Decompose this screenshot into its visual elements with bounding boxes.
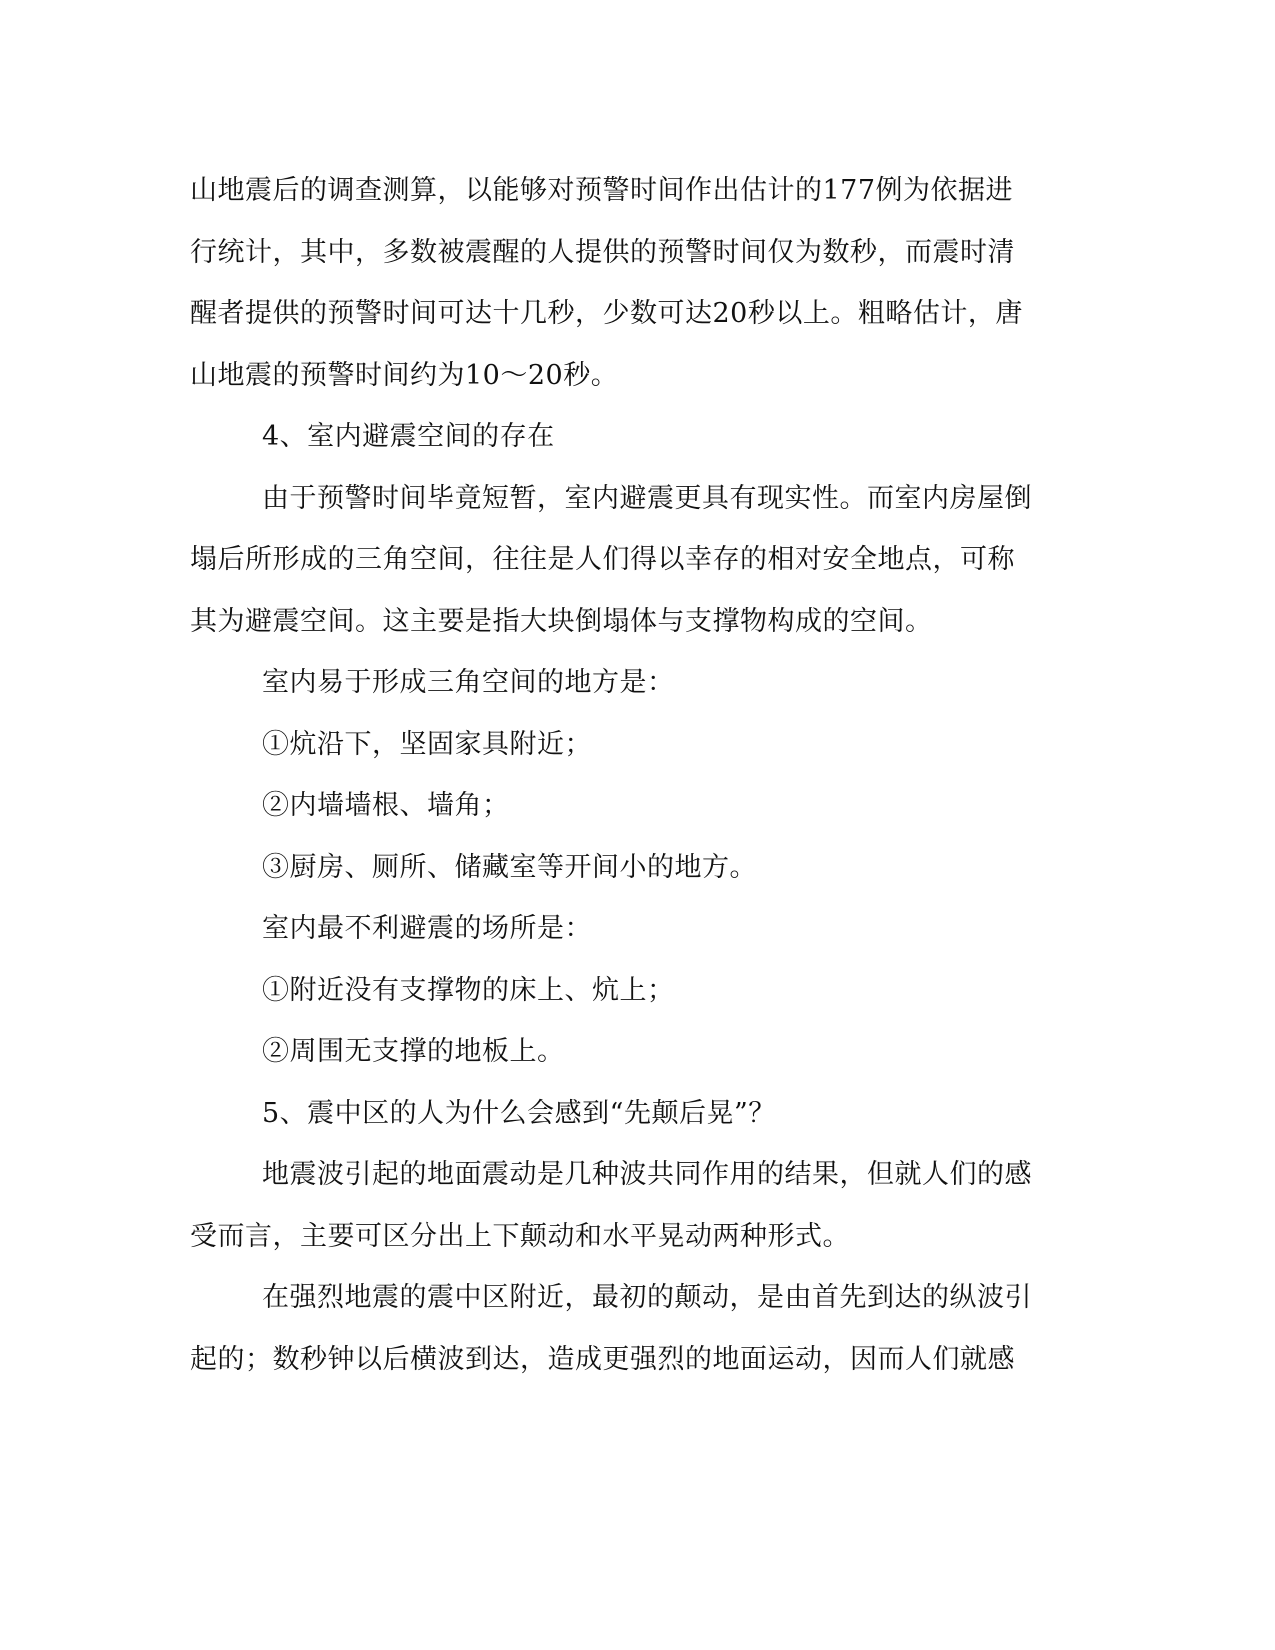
text-line: 由于预警时间毕竟短暂，室内避震更具有现实性。而室内房屋倒 [262,482,1032,514]
section-heading: 5、震中区的人为什么会感到“先颠后晃”？ [262,1097,776,1129]
text-line: 室内最不利避震的场所是： [262,913,592,944]
text-line: 其为避震空间。这主要是指大块倒塌体与支撑物构成的空间。 [190,605,933,637]
list-item: ③厨房、厕所、储藏室等开间小的地方。 [262,851,757,883]
list-item: ②周围无支撑的地板上。 [262,1036,565,1067]
text-line: 在强烈地震的震中区附近，最初的颠动，是由首先到达的纵波引 [262,1282,1032,1313]
text-line: 山地震的预警时间约为10～20秒。 [190,359,619,391]
text-line: 地震波引起的地面震动是几种波共同作用的结果，但就人们的感 [262,1159,1032,1190]
list-item: ②内墙墙根、墙角； [262,790,510,821]
list-item: ①附近没有支撑物的床上、炕上； [262,974,675,1006]
text-line: 室内易于形成三角空间的地方是： [262,667,675,698]
text-line: 起的；数秒钟以后横波到达，造成更强烈的地面运动，因而人们就感 [190,1343,1015,1375]
section-heading: 4、室内避震空间的存在 [262,421,555,452]
text-line: 行统计，其中，多数被震醒的人提供的预警时间仅为数秒，而震时清 [190,236,1015,268]
list-item: ①炕沿下，坚固家具附近； [262,728,592,760]
text-line: 受而言，主要可区分出上下颠动和水平晃动两种形式。 [190,1220,850,1252]
text-line: 山地震后的调查测算，以能够对预警时间作出估计的177例为依据进 [190,175,1014,206]
text-line: 塌后所形成的三角空间，往往是人们得以幸存的相对安全地点，可称 [190,544,1015,575]
text-line: 醒者提供的预警时间可达十几秒，少数可达20秒以上。粗略估计，唐 [190,298,1023,329]
document-body [190,160,1085,1390]
